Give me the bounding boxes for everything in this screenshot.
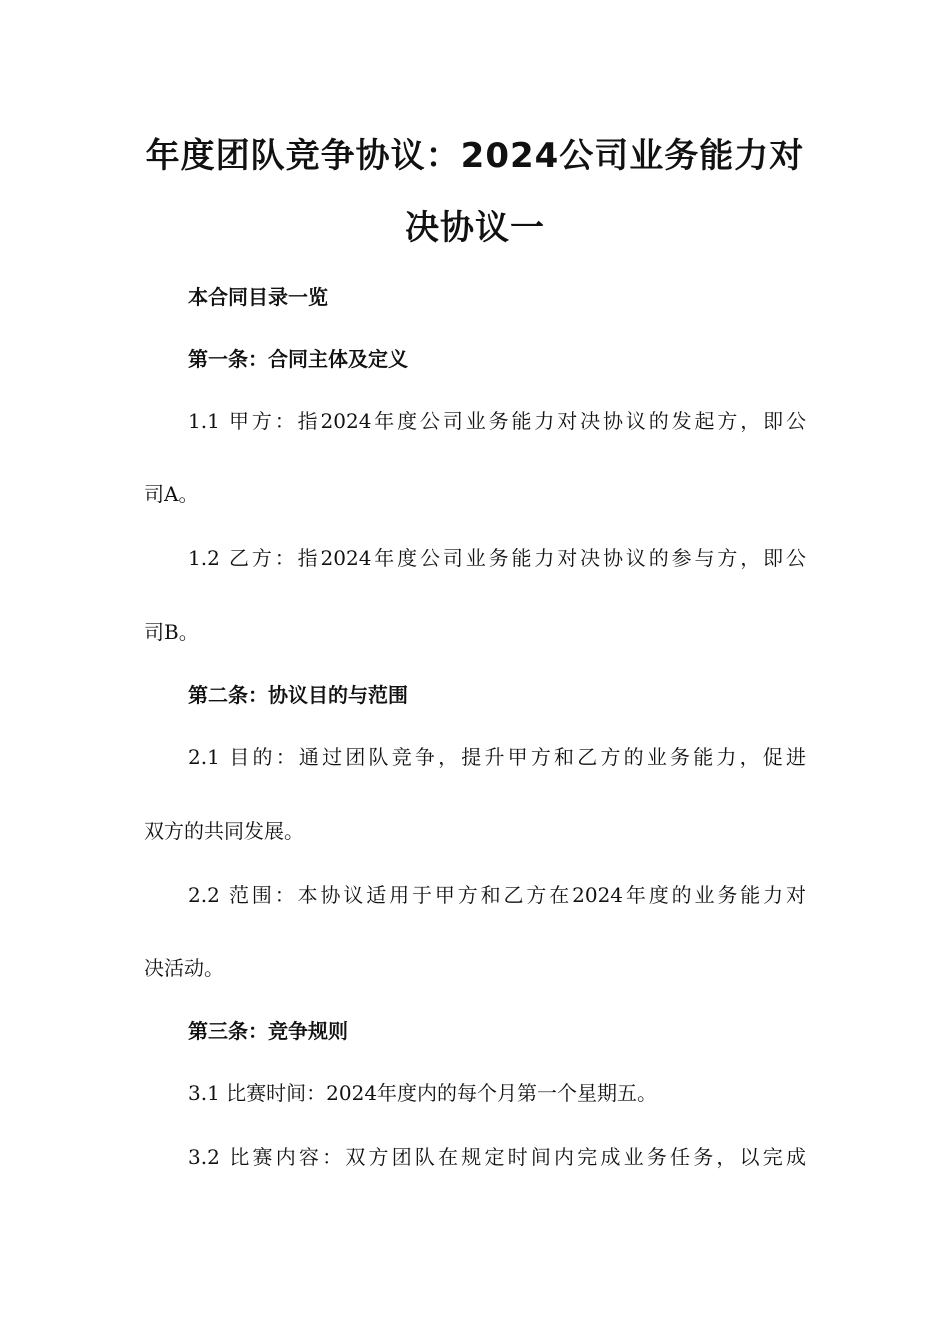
section-1-heading: 第一条：合同主体及定义: [188, 347, 408, 371]
document-title-line-2: 决协议一: [405, 208, 545, 248]
document-title-line-1: 年度团队竞争协议：2024公司业务能力对: [145, 136, 805, 176]
section-2-heading: 第二条：协议目的与范围: [188, 683, 408, 707]
clause-1-1-line-1: 1.1 甲方：指2024年度公司业务能力对决协议的发起方，即公: [188, 409, 806, 433]
toc-heading: 本合同目录一览: [188, 285, 328, 309]
clause-1-2-line-1: 1.2 乙方：指2024年度公司业务能力对决协议的参与方，即公: [188, 546, 806, 570]
clause-2-1-line-2: 双方的共同发展。: [144, 819, 304, 843]
clause-3-1-line-1: 3.1 比赛时间：2024年度内的每个月第一个星期五。: [188, 1081, 658, 1105]
clause-3-2-line-1: 3.2 比赛内容：双方团队在规定时间内完成业务任务，以完成: [188, 1145, 806, 1169]
clause-2-2-line-1: 2.2 范围：本协议适用于甲方和乙方在2024年度的业务能力对: [188, 883, 806, 907]
clause-2-1-line-1: 2.1 目的：通过团队竞争，提升甲方和乙方的业务能力，促进: [188, 745, 806, 769]
section-3-heading: 第三条：竞争规则: [188, 1019, 348, 1043]
clause-1-2-line-2: 司B。: [144, 620, 199, 644]
clause-1-1-line-2: 司A。: [144, 482, 199, 506]
clause-2-2-line-2: 决活动。: [144, 956, 224, 980]
